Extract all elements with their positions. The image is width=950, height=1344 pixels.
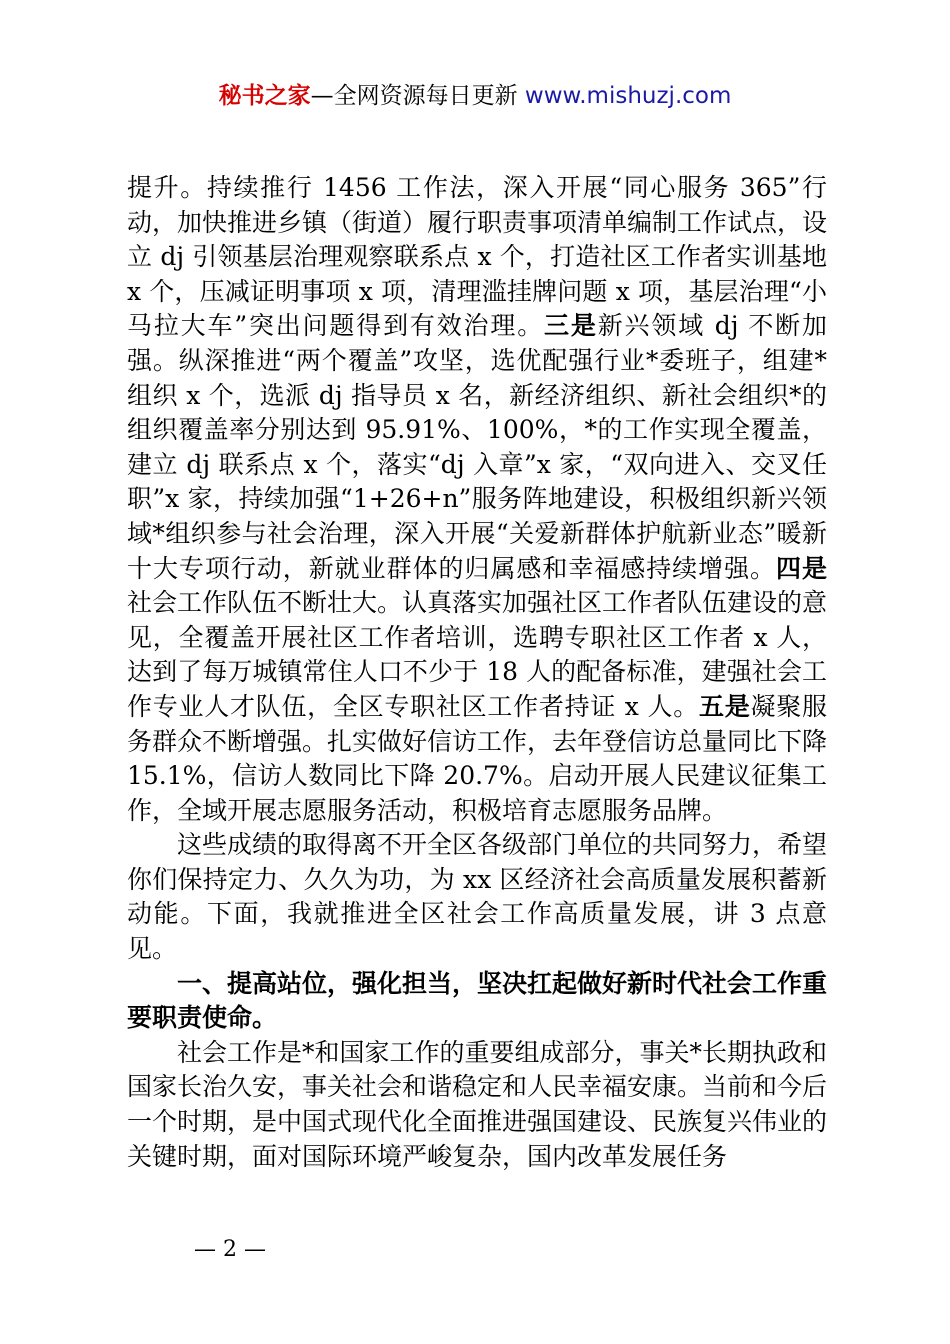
site-slogan: —全网资源每日更新 [310, 83, 518, 109]
site-name: 秘书之家 [218, 83, 311, 109]
bold-marker: 四是 [776, 553, 827, 583]
paragraph-text: 社会工作队伍不断壮大。认真落实加强社区工作者队伍建设的意见，全覆盖开展社区工作者培训，选聘专职社区工作者 x 人，达到了每万城镇常住人口不少于 18 人的配备标准，建强社会工作专业人才队伍，全区专职社区工作者持证 x 人。 [127, 588, 828, 721]
paragraph-text: 提升。持续推行 1456 工作法，深入开展“同心服务 365”行动，加快推进乡镇（街道）履行职责事项清单编制工作试点，设立 dj 引领基层治理观察联系点 x 个，打造社区工作者实训基地 x 个，压减证明事项 x 项，清理滥挂牌问题 x 项，基层治理“小马拉大车”突出问题得到有效治理。 [127, 173, 828, 341]
document-body [127, 171, 827, 1174]
page-number: — 2 — [194, 1237, 266, 1262]
paragraph-transition: 这些成绩的取得离不开全区各级部门单位的共同努力，希望你们保持定力、久久为功，为 xx 区经济社会高质量发展积蓄新动能。下面，我就推进全区社会工作高质量发展，讲 3 点意见。 [127, 830, 828, 964]
site-url-link[interactable]: www.mishuzj.com [524, 83, 732, 109]
paragraph-text: 凝聚服务群众不断增强。扎实做好信访工作，去年登信访总量同比下降 15.1%，信访人数同比下降 20.7%。启动开展人民建议征集工作，全域开展志愿服务活动，积极培育志愿服务品牌。 [127, 691, 828, 825]
paragraph-achievements [127, 171, 827, 828]
paragraph-text: 新兴领域 dj 不断加强。纵深推进“两个覆盖”攻坚，选优配强行业*委班子，组建*组织 x 个，选派 dj 指导员 x 名，新经济组织、新社会组织*的组织覆盖率分别达到 95.91%、100%，*的工作实现全覆盖，建立 dj 联系点 x 个，落实“dj 入章”x 家，“双向进入、交叉任职”x 家，持续加强“1+26+n”服务阵地建设，积极组织新兴领域*组织参与社会治理，深入开展“关爱新群体护航新业态”暖新十大专项行动，新就业群体的归属感和幸福感持续增强。 [127, 311, 827, 583]
section-heading-1: 一、提高站位，强化担当，坚决扛起做好新时代社会工作重要职责使命。 [127, 968, 828, 1033]
site-header [0, 80, 950, 112]
bold-marker: 三是 [544, 311, 598, 341]
paragraph-section-1: 社会工作是*和国家工作的重要组成部分，事关*长期执政和国家长治久安，事关社会和谐稳定和人民幸福安康。当前和今后一个时期，是中国式现代化全面推进强国建设、民族复兴伟业的关键时期，面对国际环境严峻复杂，国内改革发展任务 [127, 1037, 828, 1171]
bold-marker: 五是 [699, 691, 751, 721]
